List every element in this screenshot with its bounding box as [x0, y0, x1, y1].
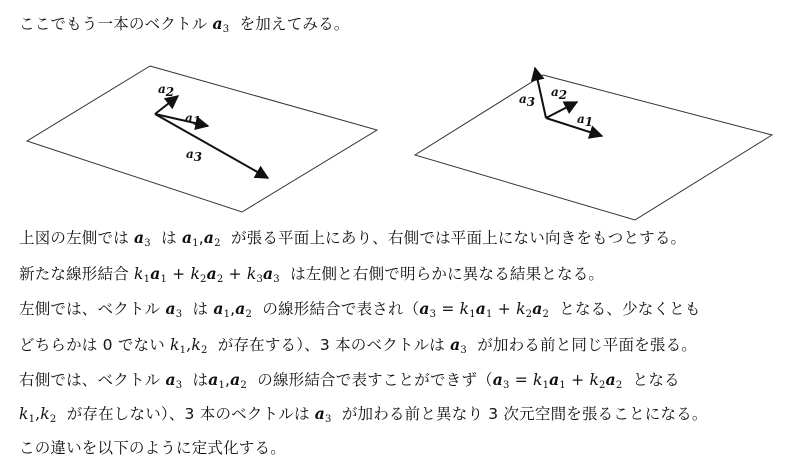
label-a2-left: a2 — [158, 82, 175, 99]
plane-right — [415, 75, 772, 220]
label-a2-right: a2 — [551, 85, 568, 102]
para-line-3: 左側では、ベクトル $a_3$ は $a_1,a_2$ の線形結合で表され（$a_3 = k_1a_1 + k_2a_2$ となる、少なくとも — [19, 299, 701, 320]
label-a1-right: a1 — [577, 112, 594, 129]
label-a3-left: a3 — [186, 147, 203, 164]
para-line-1: 上図の左側では $a_3$ は $a_1,a_2$ が張る平面上にあり、右側では平面上にない向きをもつとする。 — [19, 228, 687, 249]
para-line-6: $k_1,k_2$ が存在しない）、3 本のベクトルは $a_3$ が加わる前と異なり 3 次元空間を張ることになる。 — [19, 404, 708, 425]
label-a1-left: a1 — [185, 111, 202, 128]
para-line-7: この違いを以下のように定式化する。 — [19, 439, 286, 457]
vector-a3-left — [155, 114, 268, 178]
para-line-4: どちらかは 0 でない $k_1,k_2$ が存在する）、3 本のベクトルは $a_3$ が加わる前と同じ平面を張る。 — [19, 335, 697, 356]
vector-a2-right — [546, 102, 577, 118]
para-line-2: 新たな線形結合 $k_1a_1 + k_2a_2 + k_3a_3$ は左側と右側で明らかに異なる結果となる。 — [19, 264, 605, 285]
figure-right — [400, 60, 808, 230]
vector-a1-right — [546, 118, 602, 136]
plane-left — [27, 66, 377, 212]
figure-left — [0, 60, 400, 220]
intro-text: ここでもう一本のベクトル $a_3$ を加えてみる。 — [19, 14, 350, 35]
para-line-5: 右側では、ベクトル $a_3$ は$a_1,a_2$ の線形結合で表すことができず（$a_3 = k_1a_1 + k_2a_2$ となる — [19, 370, 680, 391]
label-a3-right: a3 — [519, 92, 536, 109]
